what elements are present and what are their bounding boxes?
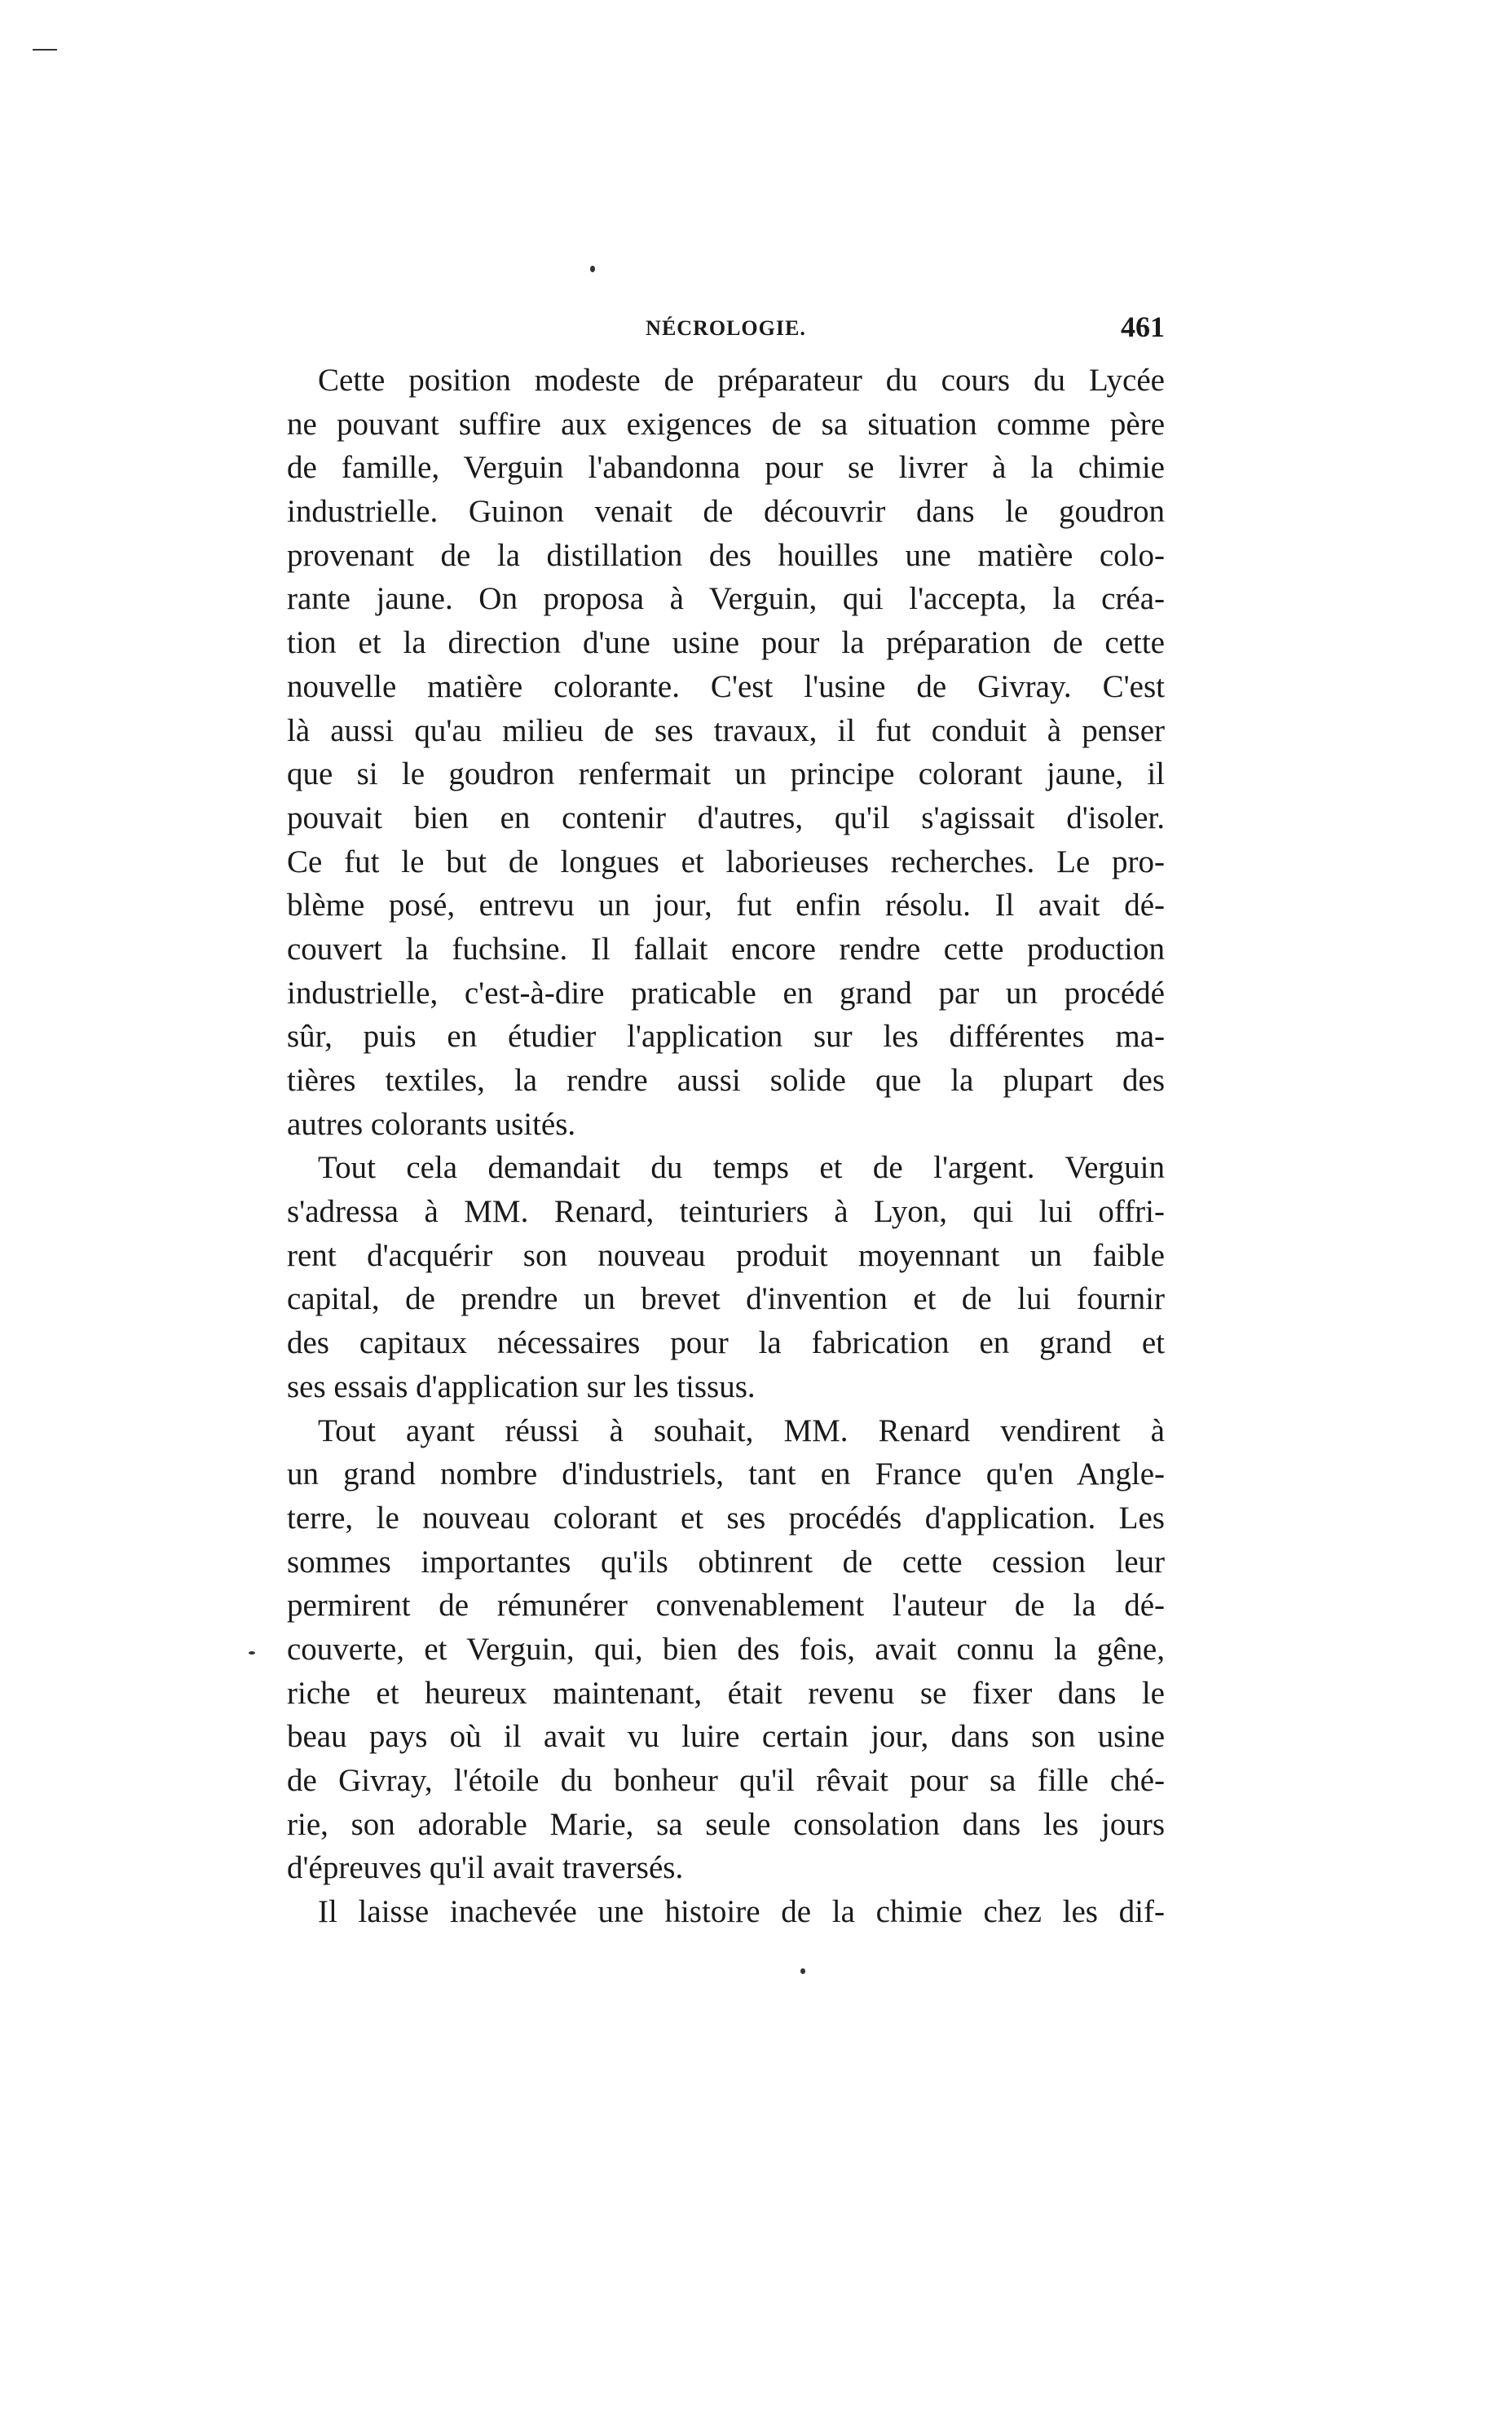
text-line: s'adressa à MM. Renard, teinturiers à Lyon, qui lui offri-: [287, 1194, 1165, 1230]
text-line: tion et la direction d'une usine pour la préparation de cette: [287, 625, 1165, 661]
text-line: un grand nombre d'industriels, tant en France qu'en Angle-: [287, 1456, 1165, 1492]
text-line: couverte, et Verguin, qui, bien des fois, avait connu la gêne,: [287, 1631, 1165, 1667]
paragraph: [287, 1890, 1165, 1934]
text-line: industrielle. Guinon venait de découvrir dans le goudron: [287, 494, 1165, 530]
text-line: de famille, Verguin l'abandonna pour se livrer à la chimie: [287, 450, 1165, 486]
text-line: provenant de la distillation des houilles une matière colo-: [287, 537, 1165, 573]
text-line: rante jaune. On proposa à Verguin, qui l'accepta, la créa-: [287, 581, 1165, 617]
text-line: Cette position modeste de préparateur du cours du Lycée: [318, 363, 1165, 398]
running-head-title: NÉCROLOGIE.: [646, 316, 806, 340]
text-line: Il laisse inachevée une histoire de la chimie chez les dif-: [318, 1894, 1165, 1930]
text-line: des capitaux nécessaires pour la fabrication en grand et: [287, 1325, 1165, 1361]
text-line: permirent de rémunérer convenablement l'auteur de la dé-: [287, 1588, 1165, 1624]
text-line: nouvelle matière colorante. C'est l'usine de Givray. C'est: [287, 668, 1165, 704]
text-line: d'épreuves qu'il avait traversés.: [287, 1850, 684, 1886]
scan-speck: [800, 1968, 805, 1974]
text-line: Ce fut le but de longues et laborieuses recherches. Le pro-: [287, 844, 1165, 879]
text-line: rie, son adorable Marie, sa seule consolation dans les jours: [287, 1806, 1165, 1842]
scan-speck: [590, 266, 595, 272]
text-line: rent d'acquérir son nouveau produit moyennant un faible: [287, 1237, 1165, 1273]
text-line: industrielle, c'est-à-dire praticable en grand par un procédé: [287, 975, 1165, 1011]
paragraph: [287, 1409, 1165, 1891]
text-line: autres colorants usités.: [287, 1106, 576, 1142]
text-line: beau pays où il avait vu luire certain jour, dans son usine: [287, 1719, 1165, 1755]
text-line: sommes importantes qu'ils obtinrent de cette cession leur: [287, 1544, 1165, 1580]
scan-speck: [33, 49, 57, 51]
text-line: riche et heureux maintenant, était revenu se fixer dans le: [287, 1675, 1165, 1711]
text-line: ne pouvant suffire aux exigences de sa situation comme père: [287, 406, 1165, 442]
paragraph: [287, 359, 1165, 1146]
page-number: 461: [1121, 311, 1165, 343]
text-line: là aussi qu'au milieu de ses travaux, il fut conduit à penser: [287, 712, 1165, 748]
text-line: ses essais d'application sur les tissus.: [287, 1368, 756, 1404]
text-line: couvert la fuchsine. Il fallait encore rendre cette production: [287, 931, 1165, 967]
text-line: Tout ayant réussi à souhait, MM. Renard vendirent à: [318, 1412, 1165, 1448]
text-line: blème posé, entrevu un jour, fut enfin résolu. Il avait dé-: [287, 888, 1165, 923]
body-text: [287, 359, 1165, 1934]
text-line: que si le goudron renfermait un principe colorant jaune, il: [287, 756, 1165, 792]
paragraph: [287, 1146, 1165, 1408]
scan-speck: [249, 1651, 255, 1655]
text-line: tières textiles, la rendre aussi solide que la plupart des: [287, 1063, 1165, 1098]
text-line: pouvait bien en contenir d'autres, qu'il s'agissait d'isoler.: [287, 800, 1165, 835]
text-line: capital, de prendre un brevet d'invention et de lui fournir: [287, 1281, 1165, 1317]
text-line: Tout cela demandait du temps et de l'argent. Verguin: [318, 1150, 1165, 1186]
text-line: sûr, puis en étudier l'application sur les différentes ma-: [287, 1019, 1165, 1055]
text-line: de Givray, l'étoile du bonheur qu'il rêvait pour sa fille ché-: [287, 1763, 1165, 1798]
running-head: [287, 310, 1165, 346]
text-line: terre, le nouveau colorant et ses procédés d'application. Les: [287, 1500, 1165, 1536]
